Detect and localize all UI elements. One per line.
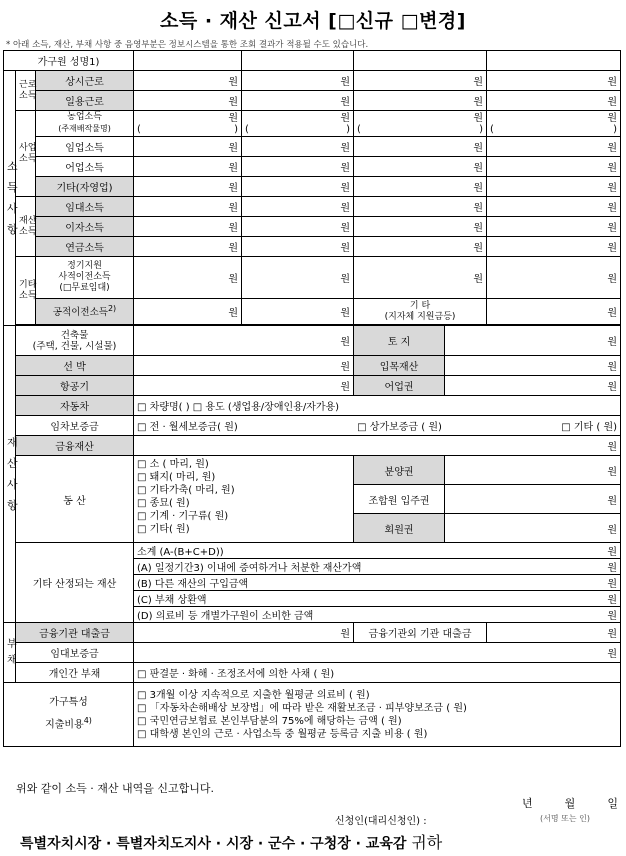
pension-4[interactable]: 원 — [487, 237, 621, 257]
membership-value[interactable]: 원 — [445, 514, 621, 543]
personal-debt-field[interactable]: □ 판결문 · 화해 · 조정조서에 의한 사채 ( 원) — [134, 663, 621, 683]
land-label: 토 지 — [354, 326, 445, 356]
finance-label: 금융재산 — [16, 436, 134, 456]
other-self-4[interactable]: 원 — [487, 177, 621, 197]
car-label: 자동차 — [16, 396, 134, 416]
ship-label: 선 박 — [16, 356, 134, 376]
regular-4[interactable]: 원 — [487, 71, 621, 91]
interest-4[interactable]: 원 — [487, 217, 621, 237]
form-title: 소득 · 재산 신고서 [□신규 □변경] — [160, 10, 466, 32]
deposit-field[interactable]: □ 전 · 월세보증금( 원) □ 상가보증금 ( 원) □ 기타 ( 원) — [134, 416, 621, 436]
rent-3[interactable]: 원 — [354, 197, 487, 217]
pension-2[interactable]: 원 — [242, 237, 354, 257]
regular-3[interactable]: 원 — [354, 71, 487, 91]
finance-value[interactable]: 원 — [134, 436, 621, 456]
sign-note: (서명 또는 인) — [540, 814, 590, 823]
fishing-right-value[interactable]: 원 — [445, 376, 621, 396]
farm-4[interactable]: 원 ( ) — [487, 111, 621, 137]
public-transfer-label: 공적이전소득$^{2)}$ — [36, 299, 134, 325]
deposit-label: 임차보증금 — [16, 416, 134, 436]
building-value[interactable]: 원 — [134, 326, 354, 356]
debt-group-label: 부 채 — [4, 623, 16, 683]
fish-1[interactable]: 원 — [134, 157, 242, 177]
movable-label: 동 산 — [16, 456, 134, 543]
date-line[interactable]: 년 월 일 — [522, 797, 618, 810]
forest-3[interactable]: 원 — [354, 137, 487, 157]
household-name-3[interactable] — [354, 51, 487, 71]
special-expense-items[interactable]: □ 3개월 이상 지속적으로 지출한 월평균 의료비 ( 원) □ 「자동차손해배상 보장법」에 따라 받은 재활보조금 · 피부양보조금 ( 원) □ 국민연금보험료 본인부담분의 75%에 해당하는 금액 ( 원) □ 대학생 본인의 근로 · 사업소득 중 월평균 등록금 지출 비용 ( 원) — [134, 683, 621, 747]
other-self-3[interactable]: 원 — [354, 177, 487, 197]
rent-2[interactable]: 원 — [242, 197, 354, 217]
private-4[interactable]: 원 — [487, 257, 621, 299]
farm-2[interactable]: 원 ( ) — [242, 111, 354, 137]
loan-other-label: 금융기관외 기관 대출금 — [354, 623, 487, 643]
loan-other-value[interactable]: 원 — [487, 623, 621, 643]
farm-1[interactable]: 원 ( ) — [134, 111, 242, 137]
etc-asset-c[interactable]: (C) 부채 상환액 원 — [134, 591, 621, 607]
interest-2[interactable]: 원 — [242, 217, 354, 237]
household-name-4[interactable] — [487, 51, 621, 71]
daily-4[interactable]: 원 — [487, 91, 621, 111]
rent-income-label: 임대소득 — [36, 197, 134, 217]
rent-deposit-value[interactable]: 원 — [134, 643, 621, 663]
recipient-line: 특별자치시장 · 특별자치도지사 · 시장 · 군수 · 구청장 · 교육감 귀하 — [20, 833, 443, 852]
property-income-label: 재산 소득 — [16, 197, 36, 257]
daily-2[interactable]: 원 — [242, 91, 354, 111]
building-label: 건축물 (주택, 건물, 시설물) — [16, 326, 134, 356]
etc-support-value[interactable]: 원 — [487, 299, 621, 325]
presale-value[interactable]: 원 — [445, 456, 621, 485]
interest-income-label: 이자소득 — [36, 217, 134, 237]
forest-4[interactable]: 원 — [487, 137, 621, 157]
fish-3[interactable]: 원 — [354, 157, 487, 177]
daily-1[interactable]: 원 — [134, 91, 242, 111]
loan-label: 금융기관 대출금 — [16, 623, 134, 643]
other-self-2[interactable]: 원 — [242, 177, 354, 197]
rent-4[interactable]: 원 — [487, 197, 621, 217]
household-name-1[interactable] — [134, 51, 242, 71]
public-1[interactable]: 원 — [134, 299, 242, 325]
special-expense-label: 가구특성 지출비용$^{4)}$ — [4, 683, 134, 747]
movable-items[interactable]: □ 소 ( 마리, 원) □ 돼지( 마리, 원) □ 기타가축( 마리, 원) □ 종묘( 원) □ 기계 · 기구류( 원) □ 기타( 원) — [134, 456, 354, 543]
ship-value[interactable]: 원 — [134, 356, 354, 376]
farm-income-label: 농업소득 (주재배작물명) — [36, 111, 134, 137]
signer-label: 신청인(대리신청인) : — [335, 816, 427, 827]
private-2[interactable]: 원 — [242, 257, 354, 299]
business-income-label: 사업 소득 — [16, 111, 36, 197]
etc-asset-a[interactable]: (A) 일정기간3) 이내에 증여하거나 처분한 재산가액 원 — [134, 559, 621, 575]
union-value[interactable]: 원 — [445, 485, 621, 514]
etc-support-label: 기 타 (지자체 지원금등) — [354, 299, 487, 325]
forest-1[interactable]: 원 — [134, 137, 242, 157]
report-table — [3, 50, 621, 747]
rent-1[interactable]: 원 — [134, 197, 242, 217]
personal-debt-label: 개인간 부채 — [16, 663, 134, 683]
fishing-right-label: 어업권 — [354, 376, 445, 396]
membership-label: 회원권 — [354, 514, 445, 543]
private-3[interactable]: 원 — [354, 257, 487, 299]
presale-label: 분양권 — [354, 456, 445, 485]
fish-income-label: 어업소득 — [36, 157, 134, 177]
fish-2[interactable]: 원 — [242, 157, 354, 177]
regular-2[interactable]: 원 — [242, 71, 354, 91]
declaration-text: 위와 같이 소득 · 재산 내역을 신고합니다. — [16, 782, 214, 795]
private-1[interactable]: 원 — [134, 257, 242, 299]
timber-value[interactable]: 원 — [445, 356, 621, 376]
regular-1[interactable]: 원 — [134, 71, 242, 91]
other-self-label: 기타(자영업) — [36, 177, 134, 197]
etc-income-label: 기타 소득 — [16, 257, 36, 325]
asset-group-label: 재 산 사 항 — [4, 326, 16, 623]
pension-1[interactable]: 원 — [134, 237, 242, 257]
land-value[interactable]: 원 — [445, 326, 621, 356]
other-self-1[interactable]: 원 — [134, 177, 242, 197]
pension-income-label: 연금소득 — [36, 237, 134, 257]
daily-work-label: 일용근로 — [36, 91, 134, 111]
fish-4[interactable]: 원 — [487, 157, 621, 177]
etc-asset-subtotal[interactable]: 소계 (A-(B+C+D)) 원 — [134, 543, 621, 559]
regular-work-label: 상시근로 — [36, 71, 134, 91]
union-label: 조합원 입주권 — [354, 485, 445, 514]
earned-income-label: 근로 소득 — [16, 71, 36, 111]
loan-value[interactable]: 원 — [134, 623, 354, 643]
interest-1[interactable]: 원 — [134, 217, 242, 237]
private-transfer-label: 정기지원 사적이전소득 (□무료임대) — [36, 257, 134, 299]
timber-label: 입목재산 — [354, 356, 445, 376]
car-field[interactable]: □ 차량명( ) □ 용도 (생업용/장애인용/자가용) — [134, 396, 621, 416]
forest-income-label: 임업소득 — [36, 137, 134, 157]
etc-asset-b[interactable]: (B) 다른 재산의 구입금액 원 — [134, 575, 621, 591]
interest-3[interactable]: 원 — [354, 217, 487, 237]
form-note: * 아래 소득, 재산, 부채 사항 중 음영부분은 정보시스템을 통한 조회 결과가 적용될 수도 있습니다. — [6, 40, 369, 50]
household-label: 가구원 성명1) — [4, 51, 134, 71]
household-name-2[interactable] — [242, 51, 354, 71]
pension-3[interactable]: 원 — [354, 237, 487, 257]
farm-3[interactable]: 원 ( ) — [354, 111, 487, 137]
aircraft-label: 항공기 — [16, 376, 134, 396]
etc-asset-d[interactable]: (D) 의료비 등 개별가구원이 소비한 금액 원 — [134, 607, 621, 623]
public-2[interactable]: 원 — [242, 299, 354, 325]
daily-3[interactable]: 원 — [354, 91, 487, 111]
aircraft-value[interactable]: 원 — [134, 376, 354, 396]
forest-2[interactable]: 원 — [242, 137, 354, 157]
etc-asset-label: 기타 산정되는 재산 — [16, 543, 134, 623]
rent-deposit-label: 임대보증금 — [16, 643, 134, 663]
income-group-label: 소 득 사 항 — [4, 71, 16, 326]
